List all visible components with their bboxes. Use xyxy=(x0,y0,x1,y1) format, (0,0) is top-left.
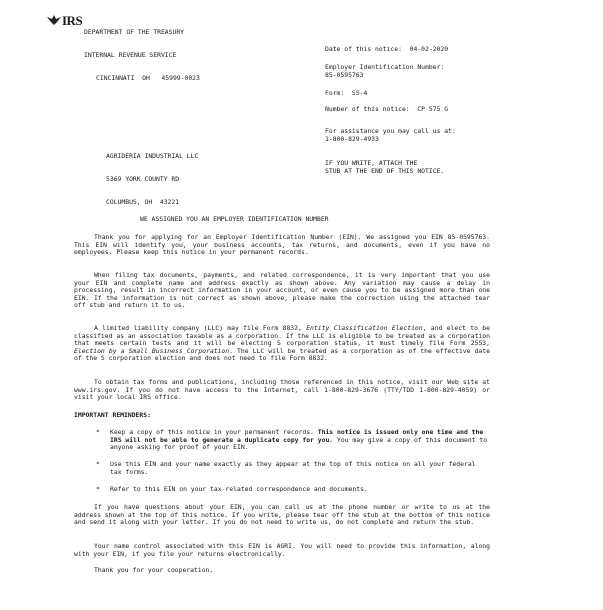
paragraph-text: Your name control associated with this EIN is AGRI. You will need to provide this information, along with your EIN, if you file your returns electronically. xyxy=(74,542,490,558)
paragraph-text: When filing tax documents, payments, and related correspondence, it is very important that you use your EIN and complete name and address exactly as shown above. Any variation may cause a delay in processing, result in incorrect information in your account, or even cause you to be assigned more than one EIN. If the information is not correct as shown above, please make the correction using the attached tear off stub and return it to us. xyxy=(74,271,490,310)
bullet-marker: * xyxy=(96,460,100,468)
bullet-marker: * xyxy=(96,428,100,436)
paragraph-text xyxy=(74,325,490,363)
paragraph-text: Thank you for applying for an Employer Identification Number (EIN). We assigned you EIN 85-0595763. This EIN will identify you, your business accounts, tax returns, and documents, even if you have no employees. Please keep this notice in your permanent records. xyxy=(74,233,490,257)
irs-eagle-logo-icon xyxy=(46,14,62,26)
paragraph-ein-assigned xyxy=(74,234,490,257)
write-instruction-1: IF YOU WRITE, ATTACH THE xyxy=(325,159,418,167)
recipient-street: 5369 YORK COUNTY RD xyxy=(106,174,180,183)
form-number: Form: SS-4 xyxy=(325,89,368,97)
assistance-phone: 1-800-829-4933 xyxy=(325,135,379,143)
form-title-italic: Entity Classification Election xyxy=(306,324,423,332)
ein-value: 85-0595763 xyxy=(325,71,364,79)
notice-heading: WE ASSIGNED YOU AN EMPLOYER IDENTIFICATION NUMBER xyxy=(140,215,329,223)
paragraph-name-control xyxy=(74,543,490,558)
recipient-name: AGRIDERIA INDUSTRIAL LLC xyxy=(106,152,199,161)
bullet-marker: * xyxy=(96,485,100,493)
ein-label: Employer Identification Number: xyxy=(325,63,445,71)
paragraph-questions xyxy=(74,504,490,527)
recipient-address xyxy=(106,138,198,214)
sender-line: INTERNAL REVENUE SERVICE xyxy=(84,50,177,59)
form-title-italic: Election by a Small Business Corporation xyxy=(74,346,230,355)
paragraph-thanks xyxy=(74,567,490,575)
irs-logo-text: IRS xyxy=(62,13,83,28)
text-span: You may give a copy of this document to anyone asking for proof of your EIN. xyxy=(110,435,488,452)
reminder-use-ein: Use this EIN and your name exactly as they appear at the top of this notice on all your federal tax forms. xyxy=(110,460,476,476)
text-span: . The LLC will be treated as a corporation as of the effective date of the S corporation election and does not need to file Form 8832. xyxy=(74,346,490,363)
reminders-title: IMPORTANT REMINDERS: xyxy=(74,411,151,419)
bold-warning: This notice is issued only one time and the IRS will not be able to generate a duplicate copy for you. xyxy=(110,428,484,444)
sender-line: CINCINNATI OH 45999-0023 xyxy=(96,73,200,82)
notice-date: Date of this notice: 04-02-2020 xyxy=(325,45,449,53)
notice-number: Number of this notice: CP 575 G xyxy=(325,105,449,113)
paragraph-text: Thank you for your cooperation. xyxy=(94,566,214,574)
assistance-label: For assistance you may call us at: xyxy=(325,127,456,135)
text-span: Keep a copy of this notice in your permanent records. xyxy=(110,428,318,436)
sender-address xyxy=(84,14,200,90)
reminder-refer-ein: Refer to this EIN on your tax-related correspondence and documents. xyxy=(110,485,368,493)
paragraph-tax-forms xyxy=(74,379,490,402)
reminder-keep-copy xyxy=(110,429,488,452)
paragraph-text: To obtain tax forms and publications, including those referenced in this notice, visit our Web site at www.irs.gov. If you do not have access to the Internet, call 1-800-829-3676 (TTY/TDD 1-800-829-4059) or visit your local IRS office. xyxy=(74,378,490,402)
paragraph-filing xyxy=(74,272,490,310)
write-instruction-2: STUB AT THE END OF THIS NOTICE. xyxy=(325,167,445,175)
text-span: , and elect to be classified as an association taxable as a corporation. If the LLC is eligible to be treated as a corporation that meets certain tests and it will be electing S corporation status, it must timely file Form 2553, xyxy=(74,324,490,348)
sender-line: DEPARTMENT OF THE TREASURY xyxy=(84,28,185,37)
paragraph-text: If you have questions about your EIN, you can call us at the phone number or write to us at the address shown at the top of this notice. If you write, please tear off the stub at the bottom of this notice and send it along with your letter. If you do not need to write us, do not complete and return the stub. xyxy=(74,503,490,527)
text-span: A limited liability company (LLC) may file Form 8832, xyxy=(94,324,307,332)
recipient-city: COLUMBUS, OH 43221 xyxy=(106,197,180,206)
paragraph-llc xyxy=(74,325,490,363)
